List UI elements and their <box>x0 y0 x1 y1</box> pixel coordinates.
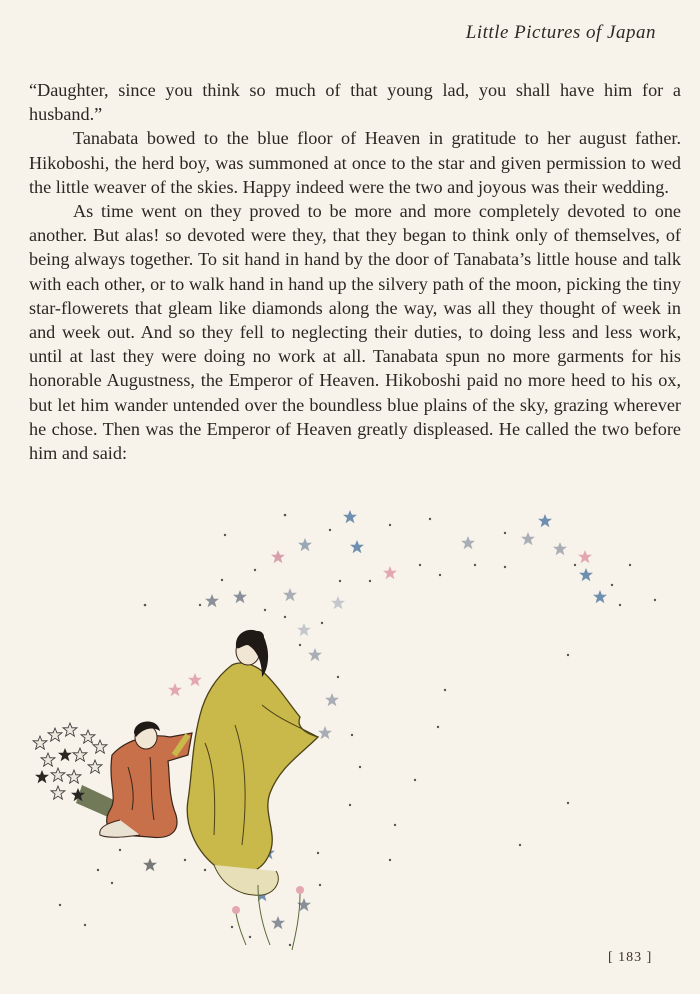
paragraph: “Daughter, since you think so much of that young lad, you shall have him for a husband.” <box>29 80 681 125</box>
running-head: Little Pictures of Japan <box>465 22 656 43</box>
figure-hikoboshi <box>100 721 192 837</box>
figure-tanabata <box>174 630 318 895</box>
flowers-below <box>232 885 304 950</box>
body-text <box>29 78 681 465</box>
paragraph: Tanabata bowed to the blue floor of Heaven in gratitude to her august father. Hikoboshi, the herd boy, was summoned at once to the star and given permission to wed the little weaver of the skies. Happy indeed were the two and joyous was their wedding. <box>29 128 681 197</box>
page-number: [ 183 ] <box>608 950 653 965</box>
paragraph: As time went on they proved to be more and more completely devoted to one another. But alas! so devoted were they, that they began to think only of themselves, of being always together. To sit hand in hand by the door of Tanabata’s little house and talk with each other, or to walk hand in hand up the silvery path of the moon, picking the tiny star-flowerets that gleam like diamonds along the way, was all they thought of week in and week out. And so they fell to neglecting their duties, to doing less and less work, until at last they were doing no work at all. Tanabata spun no more garments for his honorable Augustness, the Emperor of Heaven. Hikoboshi paid no more heed to his ox, but let him wander untended over the boundless blue plains of the sky, grazing wherever he chose. Then was the Emperor of Heaven greatly displeased. He called the two before him and said: <box>29 201 681 464</box>
star-bouquet <box>33 723 118 817</box>
illustration-tanabata-hikoboshi <box>0 505 700 955</box>
